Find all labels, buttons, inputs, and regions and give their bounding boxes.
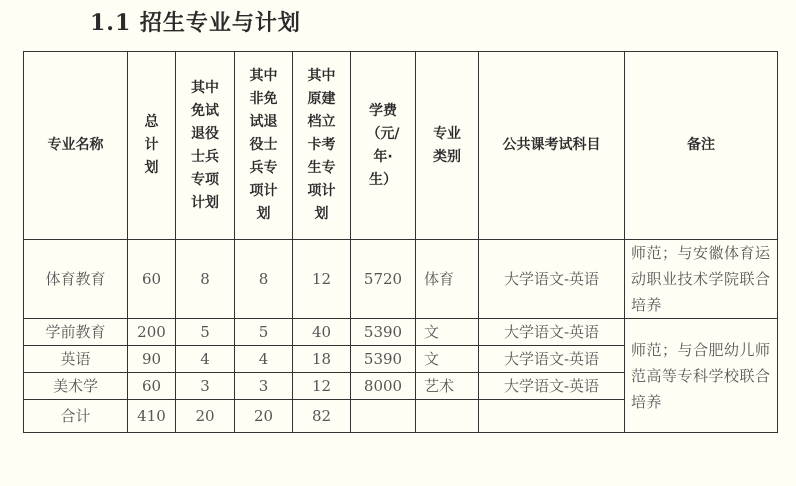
cell-category: 文 xyxy=(416,346,479,373)
enrollment-plan-table xyxy=(23,51,778,433)
cell-exam-empty xyxy=(479,400,625,433)
cell-major: 英语 xyxy=(24,346,128,373)
cell-major: 体育教育 xyxy=(24,240,128,319)
cell-category: 体育 xyxy=(416,240,479,319)
cell-total-label: 合计 xyxy=(24,400,128,433)
header-exam-subjects: 公共课考试科目 xyxy=(479,52,625,240)
cell-archive: 12 xyxy=(293,240,351,319)
cell-exempt: 4 xyxy=(176,346,235,373)
cell-exempt: 3 xyxy=(176,373,235,400)
cell-nonexempt: 4 xyxy=(235,346,293,373)
cell-nonexempt-sum: 20 xyxy=(235,400,293,433)
header-exempt-veteran-plan: 其中 免试 退役 士兵 专项 计划 xyxy=(176,52,235,240)
cell-category: 文 xyxy=(416,319,479,346)
cell-exam: 大学语文-英语 xyxy=(479,346,625,373)
cell-category-empty xyxy=(416,400,479,433)
cell-exempt-sum: 20 xyxy=(176,400,235,433)
cell-fee: 5390 xyxy=(351,346,416,373)
cell-nonexempt: 5 xyxy=(235,319,293,346)
cell-fee-empty xyxy=(351,400,416,433)
cell-fee: 5390 xyxy=(351,319,416,346)
header-total-plan: 总 计 划 xyxy=(128,52,176,240)
cell-major: 美术学 xyxy=(24,373,128,400)
table-row xyxy=(24,319,778,346)
cell-nonexempt: 3 xyxy=(235,373,293,400)
cell-archive: 40 xyxy=(293,319,351,346)
header-major: 专业名称 xyxy=(24,52,128,240)
cell-fee: 8000 xyxy=(351,373,416,400)
table-row xyxy=(24,240,778,319)
cell-total: 60 xyxy=(128,373,176,400)
cell-total: 200 xyxy=(128,319,176,346)
header-tuition: 学费 （元/ 年· 生） xyxy=(351,52,416,240)
cell-total: 60 xyxy=(128,240,176,319)
cell-exam: 大学语文-英语 xyxy=(479,240,625,319)
header-major-category: 专业 类别 xyxy=(416,52,479,240)
cell-total: 90 xyxy=(128,346,176,373)
cell-remark-hefei: 师范；与合肥幼儿师范高等专科学校联合培养 xyxy=(625,319,778,433)
cell-exam: 大学语文-英语 xyxy=(479,373,625,400)
cell-remark-sports: 师范；与安徽体育运动职业技术学院联合培养 xyxy=(625,240,778,319)
cell-exempt: 5 xyxy=(176,319,235,346)
header-nonexempt-veteran-plan: 其中 非免 试退 役士 兵专 项计 划 xyxy=(235,52,293,240)
cell-archive: 12 xyxy=(293,373,351,400)
section-title: 1.1 招生专业与计划 xyxy=(90,10,301,36)
header-archived-student-plan: 其中 原建 档立 卡考 生专 项计 划 xyxy=(293,52,351,240)
table-header-row xyxy=(24,52,778,240)
header-remarks: 备注 xyxy=(625,52,778,240)
cell-category: 艺术 xyxy=(416,373,479,400)
cell-nonexempt: 8 xyxy=(235,240,293,319)
cell-fee: 5720 xyxy=(351,240,416,319)
cell-major: 学前教育 xyxy=(24,319,128,346)
cell-exempt: 8 xyxy=(176,240,235,319)
cell-total-sum: 410 xyxy=(128,400,176,433)
cell-exam: 大学语文-英语 xyxy=(479,319,625,346)
cell-archive-sum: 82 xyxy=(293,400,351,433)
cell-archive: 18 xyxy=(293,346,351,373)
